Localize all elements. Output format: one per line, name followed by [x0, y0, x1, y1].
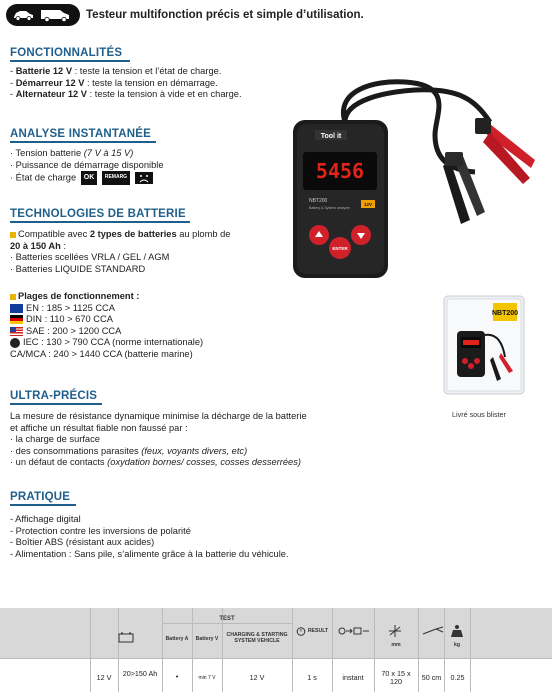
list-item: - Protection contre les inversions de polarité: [10, 525, 191, 536]
table-divider: [90, 608, 91, 692]
analyse-list: [10, 148, 164, 185]
table-cell-battery-a: •: [175, 672, 179, 681]
blister-package-illustration: [443, 295, 525, 395]
list-item: - Alimentation : Sans pile, s’alimente grâce à la batterie du véhicule.: [10, 548, 289, 559]
list-item: · État de charge OK REMARG: [10, 171, 164, 185]
ultra-text: [10, 411, 307, 469]
list-item: EN : 185 > 1125 CCA: [10, 303, 203, 315]
blister-caption: Livré sous blister: [452, 410, 506, 419]
list-item: · des consommations parasites (feux, voyants divers, etc): [10, 445, 248, 456]
weight-unit: kg: [453, 642, 461, 648]
heading-rule: [10, 403, 102, 405]
list-item: - Boîtier ABS (résistant aux acides): [10, 537, 155, 548]
list-item: · la charge de surface: [10, 434, 100, 445]
weight-icon: [450, 624, 464, 638]
battery-a-header: Battery A: [165, 636, 189, 642]
stopwatch-icon: [296, 626, 306, 636]
table-divider: [162, 623, 292, 624]
svg-text:NBT200: NBT200: [491, 310, 519, 317]
battery-tester-illustration: [285, 60, 545, 285]
list-item: - Alternateur 12 V : teste la tension à vide et en charge.: [10, 89, 242, 100]
list-item: - Démarreur 12 V : teste la tension en démarrage.: [10, 77, 218, 88]
result-header: RESULT: [307, 628, 329, 634]
fonctionnalites-list: [10, 66, 242, 101]
table-divider: [118, 608, 119, 692]
list-item: - Batterie 12 V : teste la tension et l’état de charge.: [10, 66, 222, 76]
spec-table: [0, 608, 552, 692]
charging-header: CHARGING & STARTING SYSTEM VEHICLE: [226, 632, 288, 644]
heading-technologies: TECHNOLOGIES DE BATTERIE: [10, 208, 186, 220]
svg-text:Tool it: Tool it: [320, 133, 342, 140]
instant-test-icon: [338, 626, 370, 636]
paragraph-line: La mesure de résistance dynamique minimise la décharge de la batterie: [10, 411, 307, 421]
heading-rule: [10, 60, 130, 62]
svg-text:ENTER: ENTER: [332, 246, 348, 251]
table-cell-weight: 0.25: [450, 673, 465, 682]
table-divider: [470, 608, 471, 692]
table-divider: [374, 608, 375, 692]
svg-text:NBT200: NBT200: [309, 198, 328, 204]
list-item: · un défaut de contacts (oxydation bornes/ cosses, cosses desserrées): [10, 457, 301, 468]
list-item: - Affichage digital: [10, 514, 81, 524]
eu-flag-icon: [10, 304, 23, 313]
dimensions-unit: mm: [391, 642, 401, 648]
list-item: DIN : 110 > 670 CCA: [10, 314, 203, 326]
list-item: Compatible avec 2 types de batteries au plomb de: [10, 229, 230, 241]
iec-logo-icon: [10, 338, 20, 348]
table-cell-ah: 20>150 Ah: [122, 669, 158, 678]
list-item: · Batteries LIQUIDE STANDARD: [10, 263, 146, 274]
heading-analyse: ANALYSE INSTANTANÉE: [10, 128, 151, 140]
paragraph-line: et affiche un résultat fiable non faussé par :: [10, 422, 188, 433]
usa-flag-icon: [10, 327, 23, 336]
table-cell-dimensions: 70 x 15 x 120: [381, 669, 411, 686]
table-cell-charging: 12 V: [249, 673, 265, 682]
table-cell-cable: 50 cm: [421, 673, 442, 682]
heading-rule: [10, 141, 156, 143]
sad-face-icon: [135, 172, 153, 184]
red-clamp-icon: [475, 118, 535, 184]
heading-ultra: ULTRA-PRÉCIS: [10, 390, 98, 402]
dimensions-icon: [388, 624, 402, 638]
bullet-icon: [10, 294, 16, 300]
charge-recharge-badge: REMARG: [102, 171, 130, 185]
black-clamp-icon: [443, 152, 485, 224]
table-cell-battery-v: min 7 V: [198, 675, 216, 681]
table-cell-voltage: 12 V: [96, 673, 112, 682]
display-readout: 5456: [315, 159, 365, 183]
heading-pratique: PRATIQUE: [10, 491, 71, 503]
list-item: · Batteries scellées VRLA / GEL / AGM: [10, 252, 170, 263]
car-icon: [12, 9, 34, 21]
plages-list: [10, 291, 203, 361]
svg-text:12V: 12V: [363, 202, 373, 207]
heading-rule: [10, 504, 76, 506]
list-item: CA/MCA : 240 > 1440 CCA (batterie marine): [10, 348, 193, 359]
page-title: Testeur multifonction précis et simple d’utilisation.: [86, 9, 364, 21]
battery-v-header: Battery V: [195, 636, 219, 642]
cable-length-icon: [422, 626, 444, 636]
list-item: · Puissance de démarrage disponible: [10, 159, 164, 170]
technologies-list: [10, 229, 230, 275]
heading-rule: [10, 221, 190, 223]
list-item: IEC : 130 > 790 CCA (norme internationale): [10, 337, 203, 349]
heading-fonctionnalites: FONCTIONNALITÉS: [10, 47, 123, 59]
charge-ok-badge: OK: [81, 171, 98, 185]
list-item: 20 à 150 Ah :: [10, 240, 66, 251]
test-header: TEST: [219, 616, 235, 622]
battery-icon: [118, 632, 134, 643]
list-item: SAE : 200 > 1200 CCA: [10, 326, 203, 338]
pratique-list: [10, 514, 289, 560]
germany-flag-icon: [10, 315, 23, 324]
plages-heading: Plages de fonctionnement :: [10, 291, 203, 303]
bullet-icon: [10, 232, 16, 238]
svg-text:Battery & System analyzer: Battery & System analyzer: [309, 206, 351, 210]
van-icon: [40, 7, 70, 22]
table-cell-instant: instant: [342, 673, 364, 682]
table-cell-result: 1 s: [307, 673, 317, 682]
page-header: [0, 0, 552, 30]
list-item: · Tension batterie (7 V à 15 V): [10, 148, 134, 158]
